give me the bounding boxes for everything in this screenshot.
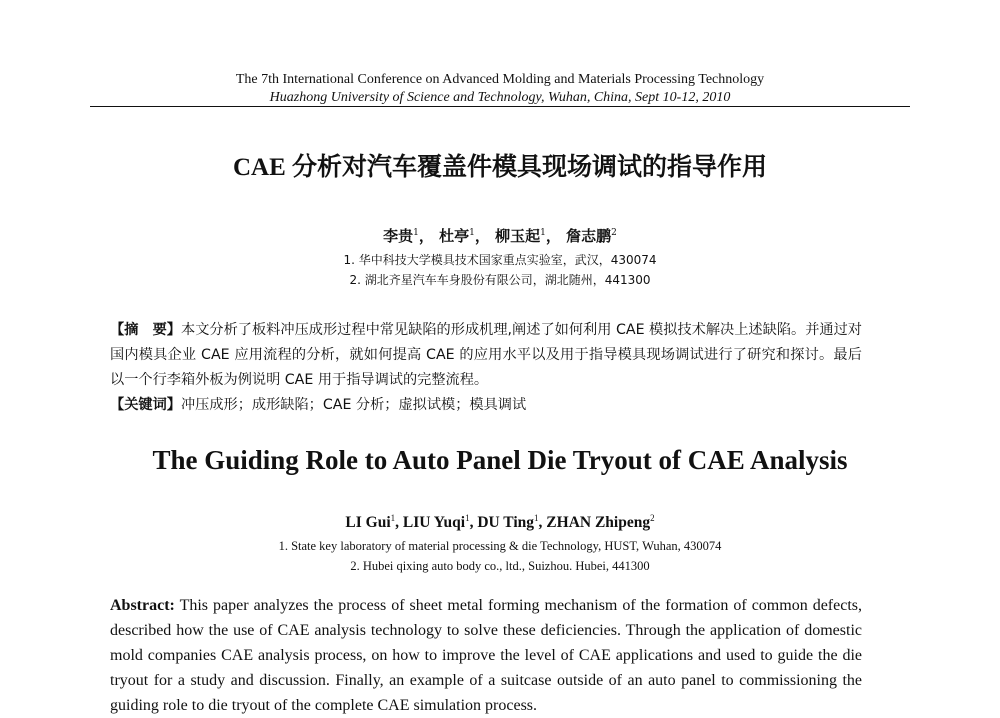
- english-abstract-text: This paper analyzes the process of sheet metal forming mechanism of the formation of common defects, described how the use of CAE analysis technology to solve these deficiencies. Through the application of domestic mold companies CAE analysis process, on how to improve the level of CAE applications and used to guide the die tryout for a study and discussion. Finally, an example of a suitcase outside of an auto panel to commissioning the guiding role to die tryout of the complete CAE simulation process.: [110, 597, 862, 714]
- author-name: 杜亭: [439, 227, 470, 245]
- chinese-affiliation-2: 2. 湖北齐星汽车车身股份有限公司，湖北随州，441300: [349, 273, 651, 287]
- english-authors: [0, 512, 1000, 534]
- conference-name: The 7th International Conference on Advanced Molding and Materials Processing Technology: [235, 72, 765, 87]
- author-name: ZHAN Zhipeng: [546, 514, 651, 531]
- chinese-keywords-label: 【关键词】: [110, 397, 181, 413]
- chinese-authors: [0, 226, 1000, 246]
- chinese-abstract-label: 【摘 要】: [110, 322, 181, 338]
- author-separator: ,: [538, 514, 547, 531]
- chinese-abstract: [110, 318, 862, 393]
- chinese-abstract-text: 本文分析了板料冲压成形过程中常见缺陷的形成机理,阐述了如何利用 CAE 模拟技术解决上述缺陷。并通过对国内模具企业 CAE 应用流程的分析，就如何提高 CAE 的应用水平以及用于指导模具现场调试进行了研究和探讨。最后以一个行李箱外板为例说明 CAE 用于指导调试的完整流程。: [110, 322, 862, 388]
- header-divider: [90, 106, 910, 107]
- chinese-affiliation-1: 1. 华中科技大学模具技术国家重点实验室，武汉，430074: [343, 253, 657, 267]
- chinese-keywords-text: 冲压成形；成形缺陷；CAE 分析；虚拟试模；模具调试: [180, 397, 527, 413]
- author-name: LI Gui: [345, 514, 391, 531]
- author-name: 詹志鹏: [566, 227, 612, 245]
- conference-venue: Huazhong University of Science and Technology, Wuhan, China, Sept 10-12, 2010: [269, 90, 731, 105]
- author-affiliation-mark: 1: [534, 512, 539, 523]
- author-affiliation-mark: 2: [611, 228, 617, 238]
- author-affiliation-mark: 1: [540, 228, 546, 238]
- author-affiliation-mark: 1: [465, 512, 470, 523]
- author-separator: ，: [418, 227, 434, 245]
- author-name: 李贵: [383, 227, 414, 245]
- author-name: LIU Yuqi: [402, 514, 466, 531]
- author-name: 柳玉起: [495, 227, 541, 245]
- author-affiliation-mark: 1: [413, 228, 419, 238]
- author-affiliation-mark: 1: [390, 512, 396, 523]
- author-separator: ，: [545, 227, 561, 245]
- english-affiliation-2: 2. Hubei qixing auto body co., ltd., Suizhou. Hubei, 441300: [350, 559, 650, 573]
- author-separator: ,: [395, 514, 403, 531]
- chinese-keywords: [110, 393, 862, 418]
- english-title: The Guiding Role to Auto Panel Die Tryout of CAE Analysis: [152, 445, 848, 475]
- author-affiliation-mark: 1: [469, 228, 475, 238]
- english-affiliation-1: 1. State key laboratory of material processing & die Technology, HUST, Wuhan, 430074: [278, 539, 722, 553]
- english-abstract: [110, 593, 862, 718]
- author-name: DU Ting: [477, 514, 535, 531]
- author-affiliation-mark: 2: [650, 512, 655, 523]
- chinese-title: CAE 分析对汽车覆盖件模具现场调试的指导作用: [232, 154, 768, 181]
- author-separator: ,: [469, 514, 478, 531]
- author-separator: ，: [474, 227, 490, 245]
- english-abstract-label: Abstract:: [110, 597, 175, 614]
